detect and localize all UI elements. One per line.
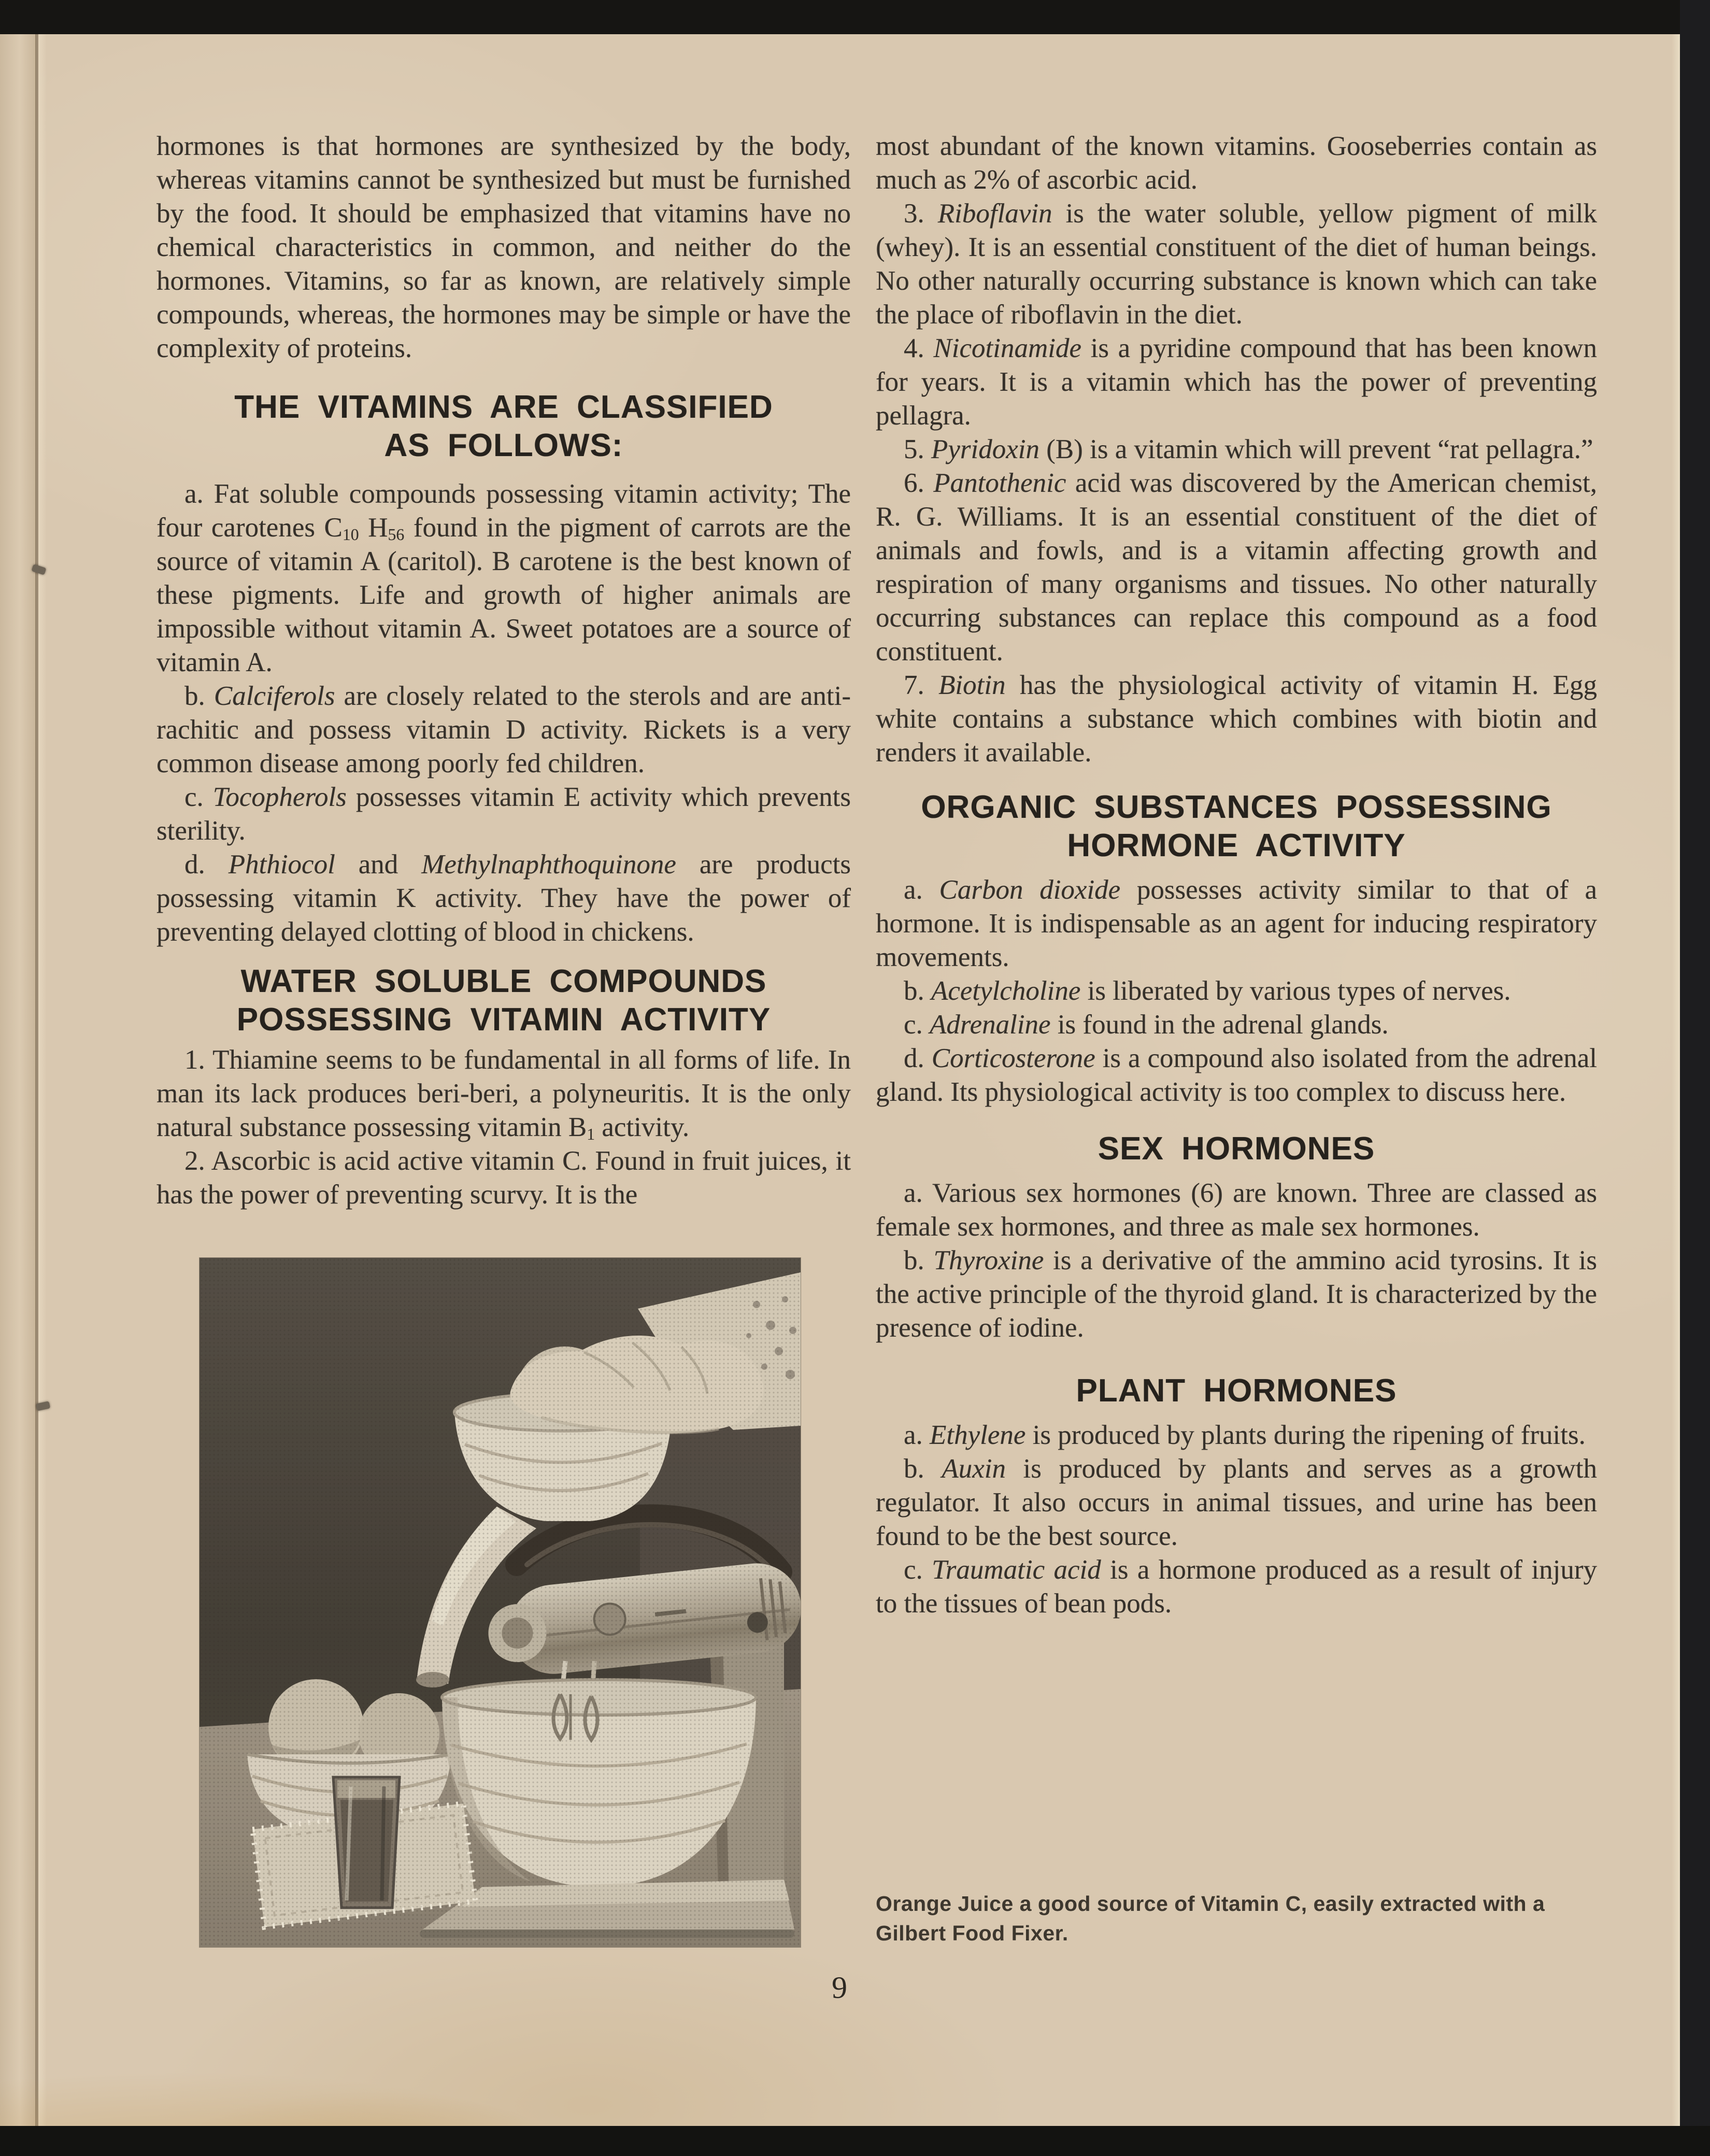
scan-border-right: [1680, 0, 1710, 2156]
section-heading-organic-substances: [876, 788, 1597, 865]
binding-crease-highlight: [38, 34, 47, 2126]
item-nicotinamide-4: 4. Nicotinamide is a pyridine compound that has been known for years. It is a vitamin which has the power of preventing pellagra.: [876, 333, 1597, 431]
section-heading-vitamins-classified: [156, 388, 851, 465]
item-ascorbic-2: 2. Ascorbic is acid active vitamin C. Found in fruit juices, it has the power of preventing scurvy. It is the: [156, 1146, 851, 1210]
item-carbon-dioxide-a: a. Carbon dioxide possesses activity similar to that of a hormone. It is indispensable as an agent for inducing respiratory movements.: [876, 875, 1597, 972]
photo-caption: Orange Juice a good source of Vitamin C, easily extracted with a Gilbert Food Fixer.: [876, 1892, 1545, 1945]
item-auxin-b: b. Auxin is produced by plants and serves as a growth regulator. It also occurs in animal tissues, and urine has been found to be the best source.: [876, 1454, 1598, 1551]
scan-border-bottom: [0, 2126, 1710, 2156]
scan-border-top: [0, 0, 1710, 34]
heading-line: HORMONE ACTIVITY: [1067, 828, 1406, 863]
item-corticosterone-d: d. Corticosterone is a compound also isolated from the adrenal gland. Its physiological activity is too complex to discuss here.: [876, 1043, 1597, 1107]
section-heading-water-soluble: [156, 962, 851, 1039]
paragraph-hormones-vs-vitamins: hormones is that hormones are synthesized by the body, whereas vitamins cannot be synthesized but must be furnished by the food. It should be emphasized that vitamins have no chemical characteristics in common, and neither do the hormones. Vitamins, so far as known, are relatively simple compounds, whereas, the hormones may be simple or have the complexity of proteins.: [156, 131, 851, 363]
heading-line: AS FOLLOWS:: [384, 428, 623, 463]
heading-line: SEX HORMONES: [1098, 1131, 1375, 1167]
page-right-edge: [1672, 34, 1680, 2126]
item-phthiocol-d: d. Phthiocol and Methylnaphthoquinone are products possessing vitamin K activity. They have the power of preventing delayed clotting of blood in chickens.: [156, 849, 851, 947]
heading-line: PLANT HORMONES: [1076, 1373, 1397, 1409]
item-sex-hormones-a: a. Various sex hormones (6) are known. Three are classed as female sex hormones, and three as male sex hormones.: [876, 1178, 1597, 1242]
paragraph-ascorbic-continued: most abundant of the known vitamins. Gooseberries contain as much as 2% of ascorbic acid.: [876, 131, 1597, 195]
item-thiamine-1: 1. Thiamine seems to be fundamental in all forms of life. In man its lack produces beri-beri, a polyneuritis. It is the only natural substance possessing vitamin $B_1$ activity.: [156, 1045, 851, 1143]
item-acetylcholine-b: b. Acetylcholine is liberated by various types of nerves.: [904, 976, 1511, 1006]
heading-line: POSSESSING VITAMIN ACTIVITY: [236, 1002, 771, 1038]
item-calciferols-b: b. Calciferols are closely related to the sterols and are anti-rachitic and possess vitamin D activity. Rickets is a very common disease among poorly fed children.: [156, 681, 851, 778]
item-biotin-7: 7. Biotin has the physiological activity of vitamin H. Egg white contains a substance which combines with biotin and renders it available.: [876, 670, 1597, 768]
photo-food-fixer-mixer: [200, 1258, 801, 1947]
item-traumatic-acid-c: c. Traumatic acid is a hormone produced as a result of injury to the tissues of bean pods.: [876, 1555, 1597, 1619]
glass-of-juice: [333, 1777, 400, 1908]
heading-line: THE VITAMINS ARE CLASSIFIED: [234, 389, 773, 425]
item-thyroxine-b: b. Thyroxine is a derivative of the ammino acid tyrosins. It is the active principle of the thyroid gland. It is characterized by the presence of iodine.: [876, 1245, 1598, 1343]
left-column: [156, 130, 851, 1212]
item-ethylene-a: a. Ethylene is produced by plants during the ripening of fruits.: [904, 1420, 1586, 1450]
page-fold-edge: [0, 34, 36, 2126]
page-number: 9: [832, 1970, 847, 2005]
item-pyridoxin-5: 5. Pyridoxin (B) is a vitamin which will prevent “rat pellagra.”: [904, 434, 1593, 464]
heading-line: WATER SOLUBLE COMPOUNDS: [240, 963, 767, 999]
item-adrenaline-c: c. Adrenaline is found in the adrenal glands.: [904, 1010, 1389, 1040]
right-column: [876, 130, 1597, 1621]
section-heading-sex-hormones: [876, 1130, 1597, 1168]
section-heading-plant-hormones: [876, 1372, 1597, 1410]
photo-illustration: [200, 1258, 801, 1947]
item-pantothenic-6: 6. Pantothenic acid was discovered by the American chemist, R. G. Williams. It is an essential constituent of the diet of animals and fowls, and is a vitamin affecting growth and respiration of many organisms and tissues. No other naturally occurring substances can replace this compound as a food constituent.: [876, 468, 1597, 666]
item-riboflavin-3: 3. Riboflavin is the water soluble, yellow pigment of milk (whey). It is an essential constituent of the diet of human beings. No other naturally occurring substance is known which can take the place of riboflavin in the diet.: [876, 198, 1598, 330]
item-tocopherols-c: c. Tocopherols possesses vitamin E activity which prevents sterility.: [156, 782, 851, 846]
heading-line: ORGANIC SUBSTANCES POSSESSING: [921, 789, 1552, 825]
item-fat-soluble-a: a. Fat soluble compounds possessing vitamin activity; The four carotenes $C_{10}$ $H_{56}$ found in the pigment of carrots are the source of vitamin A (caritol). B carotene is the best known of these pigments. Life and growth of higher animals are impossible without vitamin A. Sweet potatoes are a source of vitamin A.: [156, 479, 851, 677]
